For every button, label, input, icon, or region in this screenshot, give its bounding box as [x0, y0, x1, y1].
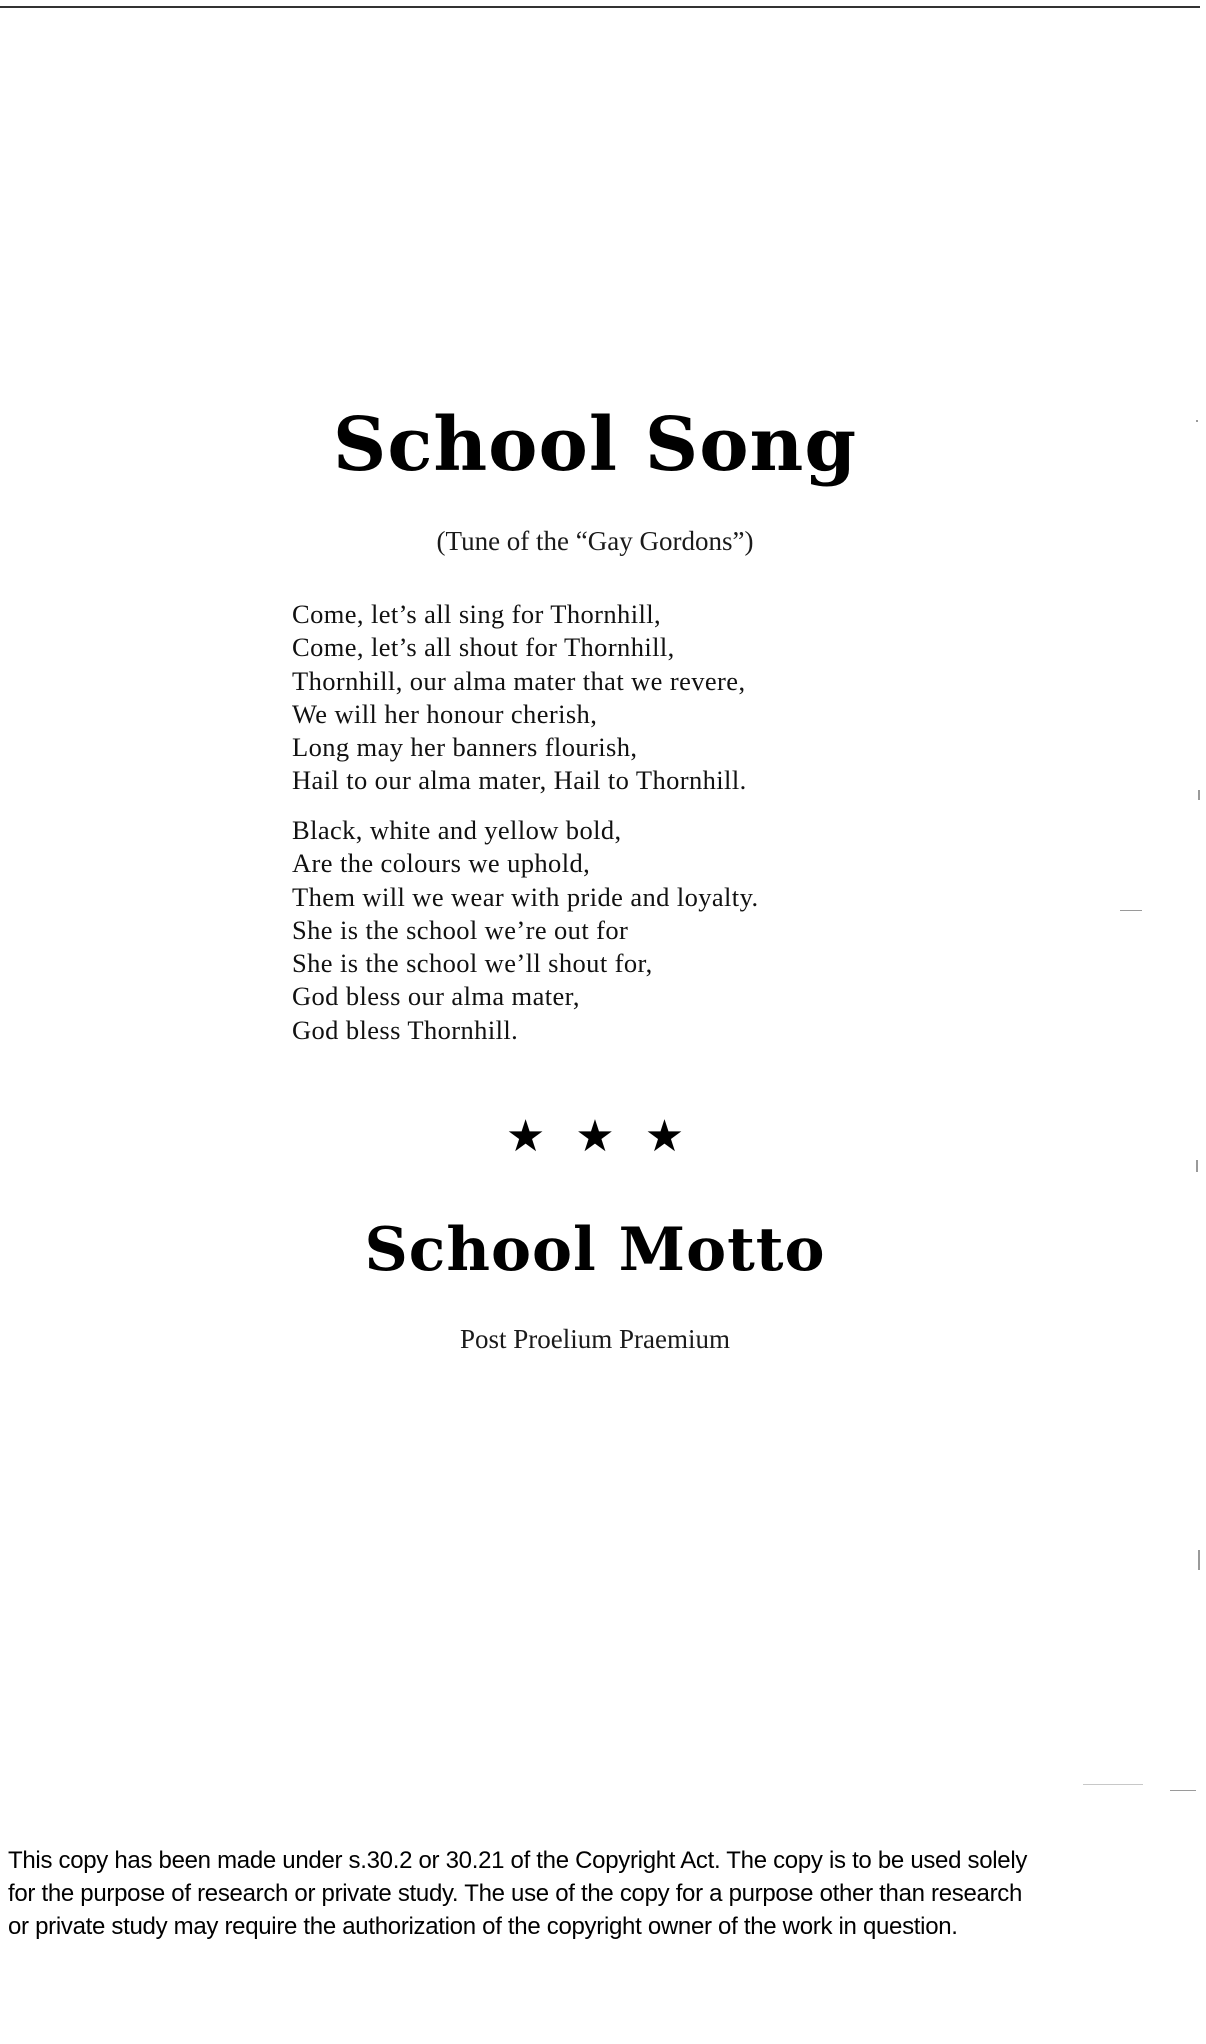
scan-speck	[1120, 910, 1142, 911]
lyric-line: God bless Thornhill.	[292, 1014, 519, 1045]
lyric-line: Are the colours we uphold,	[292, 848, 591, 879]
song-title: School Song	[332, 402, 858, 488]
scan-speck	[1170, 1790, 1196, 1791]
song-tune-note: (Tune of the “Gay Gordons”)	[436, 526, 754, 556]
lyric-line: She is the school we’ll shout for,	[292, 948, 653, 979]
lyric-line: Come, let’s all sing for Thornhill,	[292, 599, 662, 629]
scan-speck	[1083, 1784, 1143, 1785]
motto-title: School Motto	[364, 1215, 826, 1285]
motto-text: Post Proelium Praemium	[460, 1324, 730, 1354]
lyric-line: God bless our alma mater,	[292, 981, 580, 1012]
copyright-notice-line: or private study may require the authorization of the copyright owner of the work in question.	[8, 1913, 958, 1940]
scan-speck	[1196, 1160, 1198, 1172]
top-border-rule	[0, 6, 1200, 8]
lyric-line: Thornhill, our alma mater that we revere,	[292, 665, 746, 696]
copyright-notice	[8, 1844, 1204, 1943]
copyright-notice-line: for the purpose of research or private study. The use of the copy for a purpose other than research	[8, 1880, 1023, 1907]
lyric-line: Long may her banners flourish,	[292, 732, 638, 763]
song-stanza-1	[292, 598, 747, 798]
lyric-line: Come, let’s all shout for Thornhill,	[292, 632, 675, 663]
lyric-line: We will her honour cherish,	[292, 698, 598, 729]
lyric-line: Hail to our alma mater, Hail to Thornhill.	[292, 765, 747, 796]
copyright-notice-line: This copy has been made under s.30.2 or 30.21 of the Copyright Act. The copy is to be used solely	[8, 1847, 1028, 1874]
song-stanza-2	[292, 814, 759, 1047]
scan-speck	[1196, 420, 1198, 422]
lyric-line: She is the school we’re out for	[292, 914, 629, 945]
scan-speck	[1198, 1550, 1200, 1570]
star-divider-icon: ★★★	[505, 1111, 715, 1162]
lyric-line: Them will we wear with pride and loyalty.	[292, 881, 759, 912]
lyric-line: Black, white and yellow bold,	[292, 815, 622, 845]
scan-speck	[1198, 790, 1200, 800]
